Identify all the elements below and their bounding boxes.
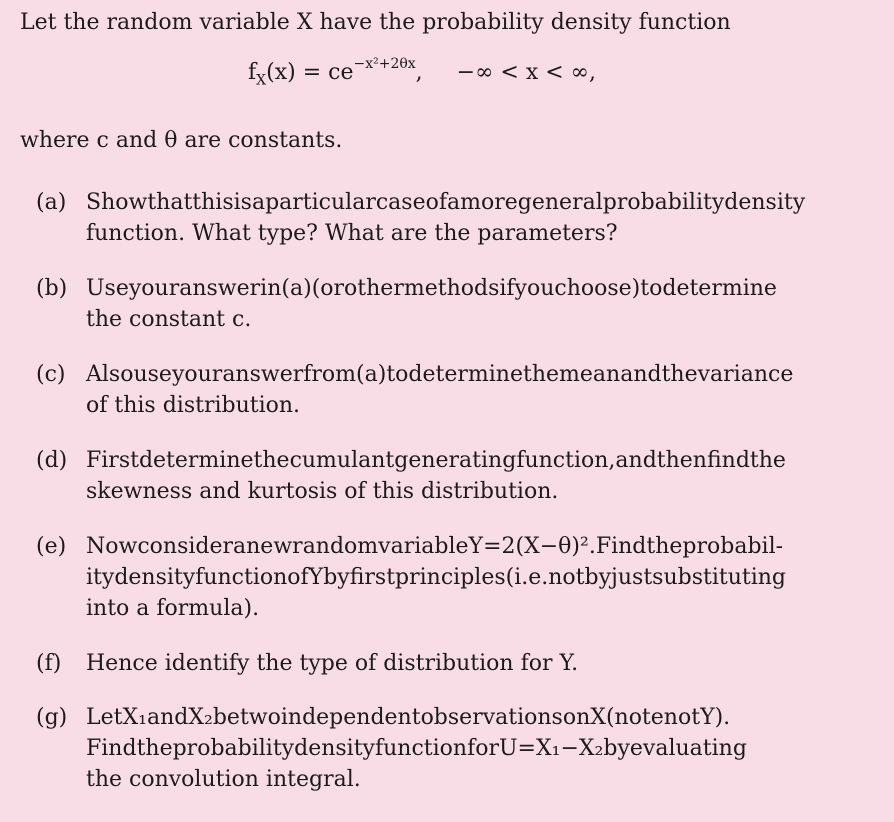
item-line: NowconsideranewrandomvariableY=2(X−θ)².Findtheprobabil- [86,534,784,559]
item-marker: (c) [36,362,66,387]
item-line: Firstdeterminethecumulantgeneratingfunction,andthenfindthe [86,448,786,473]
item-marker: (g) [36,705,68,730]
item-line: function. What type? What are the parameters? [86,221,618,246]
item-line: LetX₁andX₂betwoindependentobservationsonX(notenotY). [86,705,731,730]
item-marker: (b) [36,276,68,301]
item-line: Hence identify the type of distribution for Y. [86,651,579,676]
equation-range: −∞ < x < ∞, [456,60,596,85]
equation-lhs-subscript: X [256,72,267,89]
item-line: FindtheprobabilitydensityfunctionforU=X₁−X₂byevaluating [86,736,747,761]
item-marker: (e) [36,534,67,559]
equation-lhs: f [248,60,257,85]
item-line: skewness and kurtosis of this distribution. [86,479,559,504]
item-marker: (a) [36,190,67,215]
item-line: itydensityfunctionofYbyfirstprinciples(i.e.notbyjustsubstituting [86,565,787,590]
item-line: into a formula). [86,596,260,621]
intro-text: Let the random variable X have the probability density function [20,10,731,35]
item-line: the constant c. [86,307,252,332]
equation-lhs-argument: (x) = ce [266,60,354,85]
item-line: Showthatthisisaparticularcaseofamoregeneralprobabilitydensity [86,190,806,215]
equation-comma: , [415,60,423,85]
item-line: the convolution integral. [86,767,361,792]
equation-exponent: −x²+2θx [353,56,416,72]
item-line: of this distribution. [86,393,301,418]
density-equation [248,58,596,95]
item-marker: (d) [36,448,68,473]
constants-note: where c and θ are constants. [20,128,343,153]
item-line: Useyouranswerin(a)(orothermethodsifyouchoose)todetermine [86,276,777,301]
item-line: Alsouseyouranswerfrom(a)todeterminethemeanandthevariance [86,362,794,387]
item-marker: (f) [36,651,62,676]
